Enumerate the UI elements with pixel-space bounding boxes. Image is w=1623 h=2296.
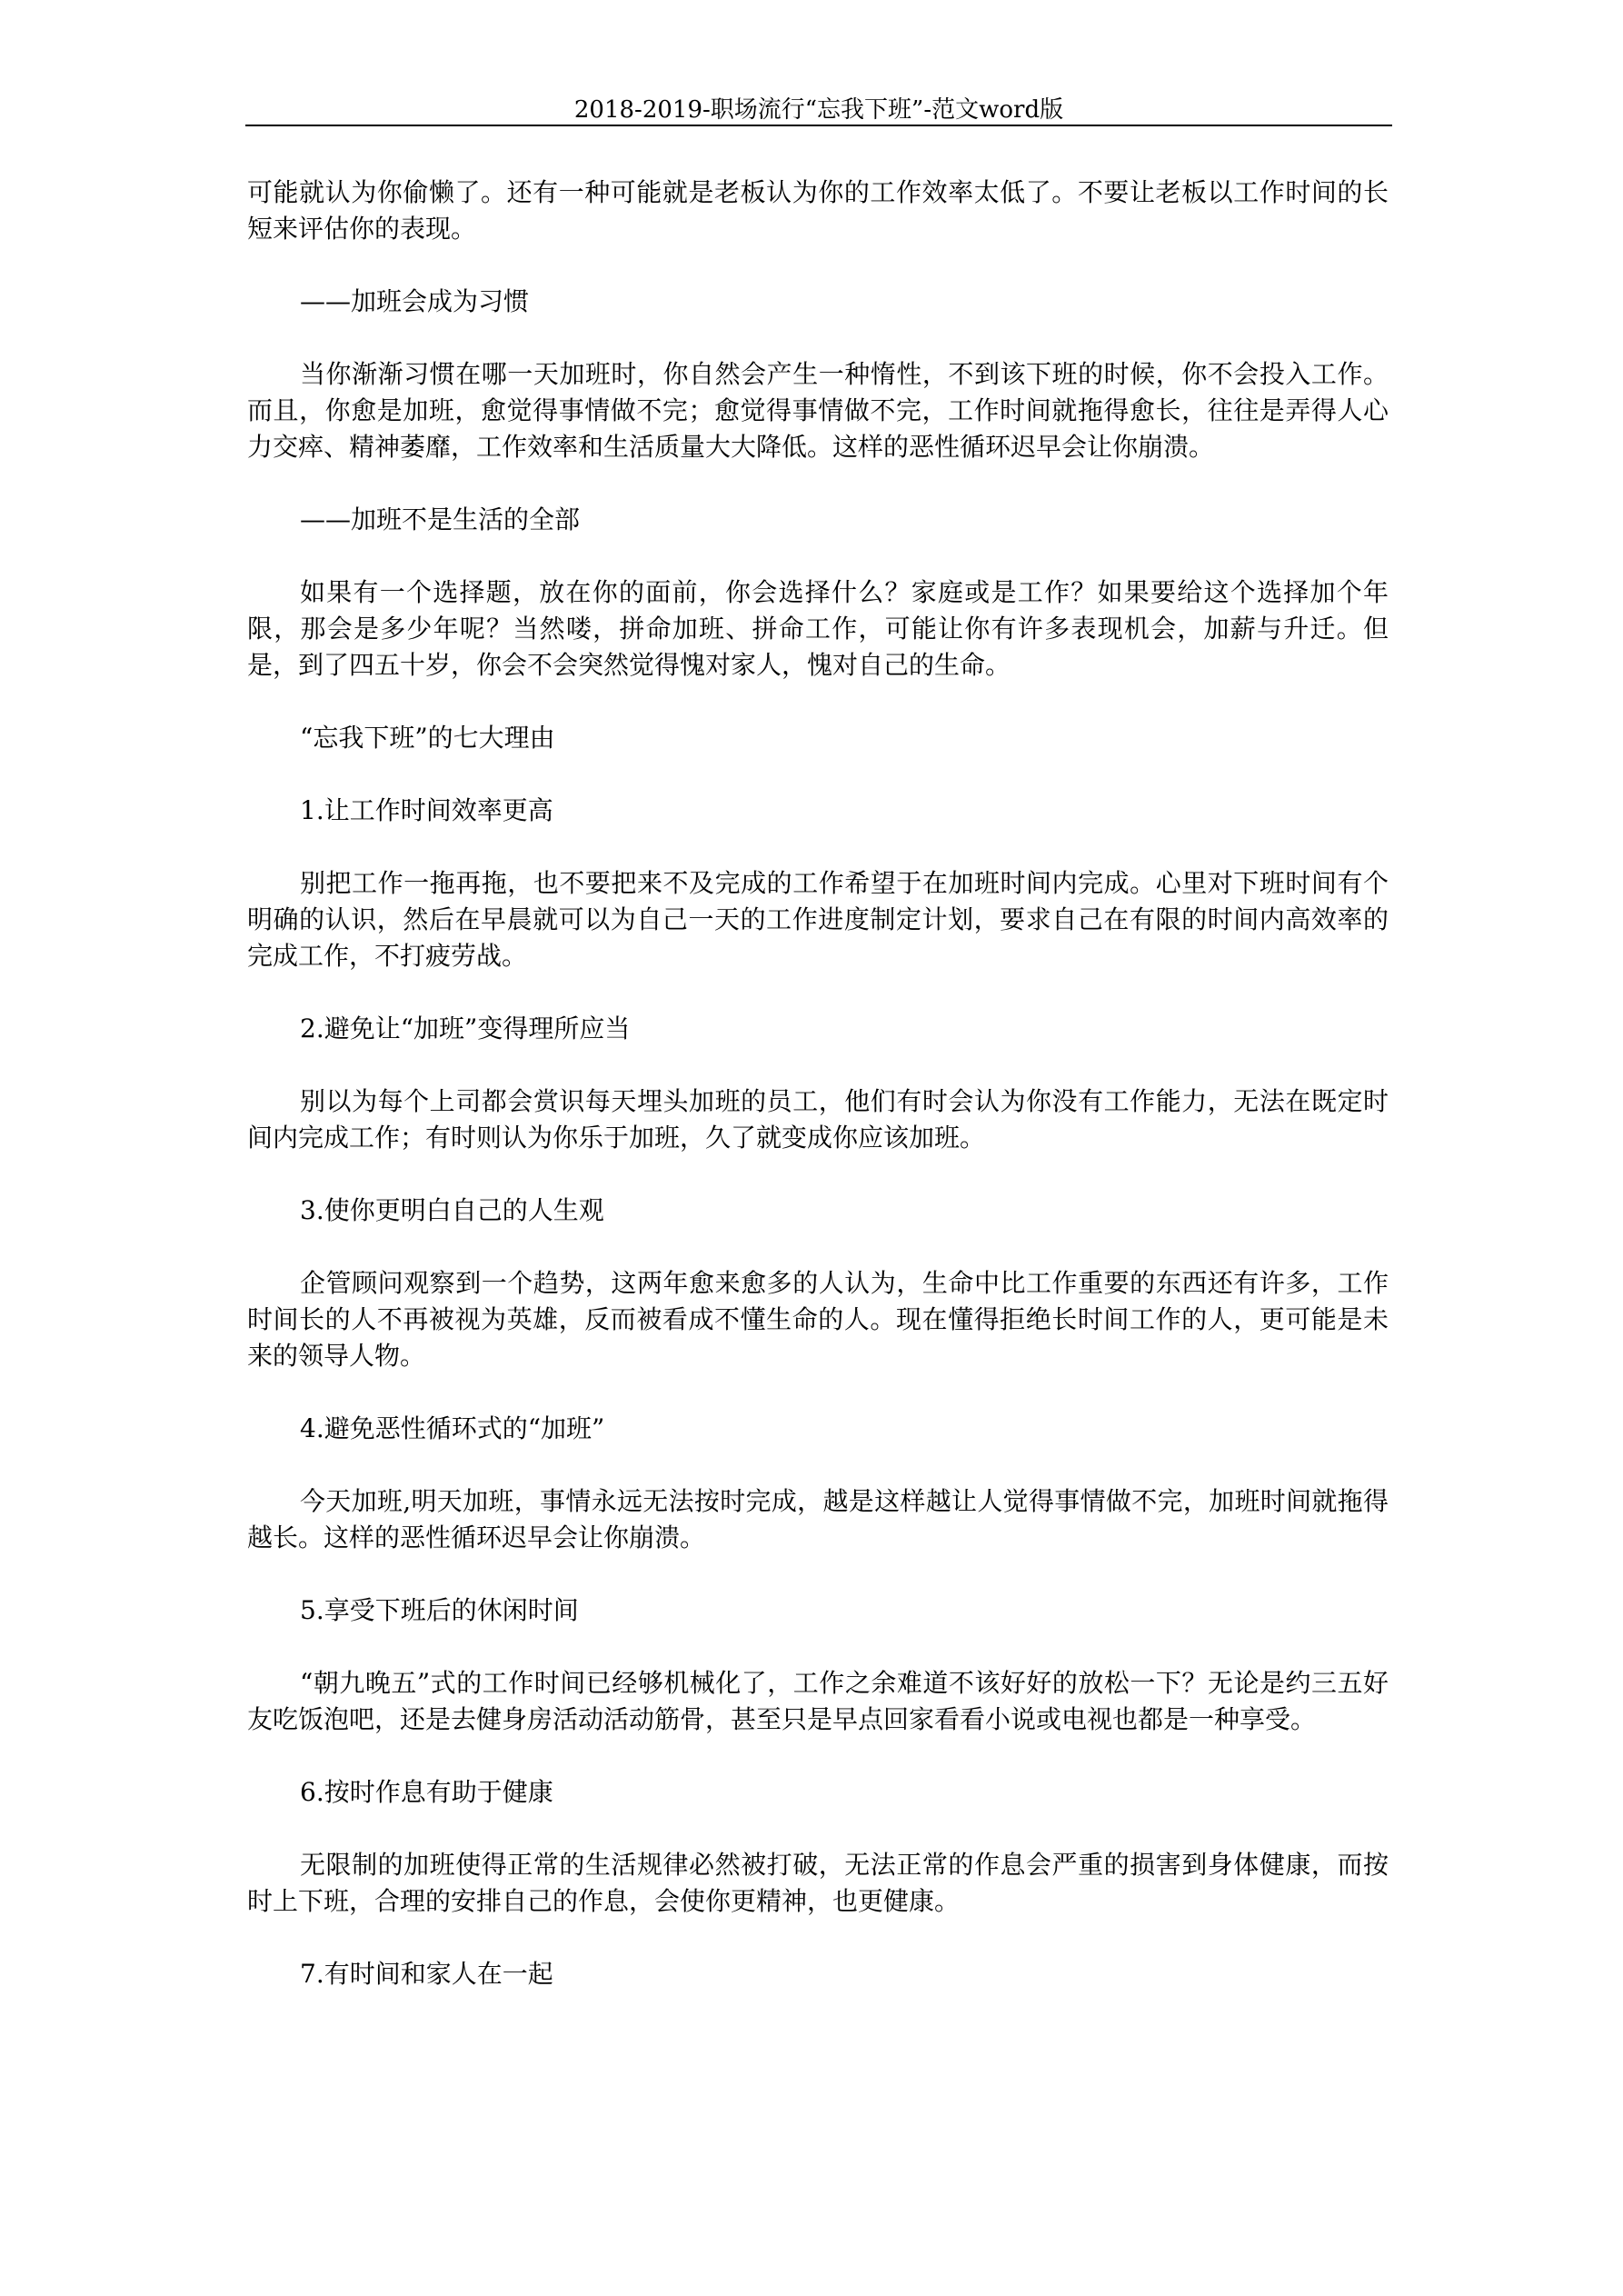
body-paragraph: “朝九晚五”式的工作时间已经够机械化了，工作之余难道不该好好的放松一下？无论是约三五好友吃饭泡吧，还是去健身房活动活动筋骨，甚至只是早点回家看看小说或电视也都是一种享受。: [247, 1668, 1389, 1734]
body-paragraph: 今天加班,明天加班，事情永远无法按时完成，越是这样越让人觉得事情做不完，加班时间就拖得越长。这样的恶性循环迟早会让你崩溃。: [247, 1486, 1389, 1552]
numbered-heading: 3.使你更明白自己的人生观: [300, 1195, 604, 1225]
body-paragraph: 当你渐渐习惯在哪一天加班时，你自然会产生一种惰性，不到该下班的时候，你不会投入工作。而且，你愈是加班，愈觉得事情做不完；愈觉得事情做不完，工作时间就拖得愈长，往往是弄得人心力交瘁、精神萎靡，工作效率和生活质量大大降低。这样的恶性循环迟早会让你崩溃。: [247, 359, 1389, 462]
document-body: [247, 175, 1389, 2029]
header-divider: [245, 125, 1392, 126]
body-paragraph: 企管顾问观察到一个趋势，这两年愈来愈多的人认为，生命中比工作重要的东西还有许多，工作时间长的人不再被视为英雄，反而被看成不懂生命的人。现在懂得拒绝长时间工作的人，更可能是未来的领导人物。: [247, 1268, 1389, 1371]
numbered-heading: 4.避免恶性循环式的“加班”: [300, 1413, 605, 1443]
body-paragraph: 别把工作一拖再拖，也不要把来不及完成的工作希望于在加班时间内完成。心里对下班时间有个明确的认识，然后在早晨就可以为自己一天的工作进度制定计划，要求自己在有限的时间内高效率的完成工作，不打疲劳战。: [247, 868, 1389, 971]
page-header-title: 2018-2019-职场流行“忘我下班”-范文word版: [573, 96, 1064, 124]
body-paragraph: 别以为每个上司都会赏识每天埋头加班的员工，他们有时会认为你没有工作能力，无法在既定时间内完成工作；有时则认为你乐于加班，久了就变成你应该加班。: [247, 1086, 1389, 1153]
numbered-heading: 6.按时作息有助于健康: [300, 1777, 553, 1807]
continuation-paragraph: 可能就认为你偷懒了。还有一种可能就是老板认为你的工作效率太低了。不要让老板以工作时间的长短来评估你的表现。: [247, 177, 1389, 244]
body-paragraph: 如果有一个选择题，放在你的面前，你会选择什么？家庭或是工作？如果要给这个选择加个年限，那会是多少年呢？当然喽，拼命加班、拼命工作，可能让你有许多表现机会，加薪与升迁。但是，到了四五十岁，你会不会突然觉得愧对家人，愧对自己的生命。: [247, 577, 1389, 680]
section-heading: ——加班不是生活的全部: [300, 504, 581, 534]
numbered-heading: 5.享受下班后的休闲时间: [300, 1595, 579, 1625]
numbered-heading: 7.有时间和家人在一起: [300, 1959, 553, 1989]
numbered-heading: 1.让工作时间效率更高: [300, 795, 553, 825]
section-heading: ——加班会成为习惯: [300, 286, 530, 316]
numbered-heading: 2.避免让“加班”变得理所应当: [300, 1013, 631, 1043]
body-paragraph: 无限制的加班使得正常的生活规律必然被打破，无法正常的作息会严重的损害到身体健康，而按时上下班，合理的安排自己的作息，会使你更精神，也更健康。: [247, 1850, 1389, 1916]
section-heading: “忘我下班”的七大理由: [300, 723, 555, 753]
